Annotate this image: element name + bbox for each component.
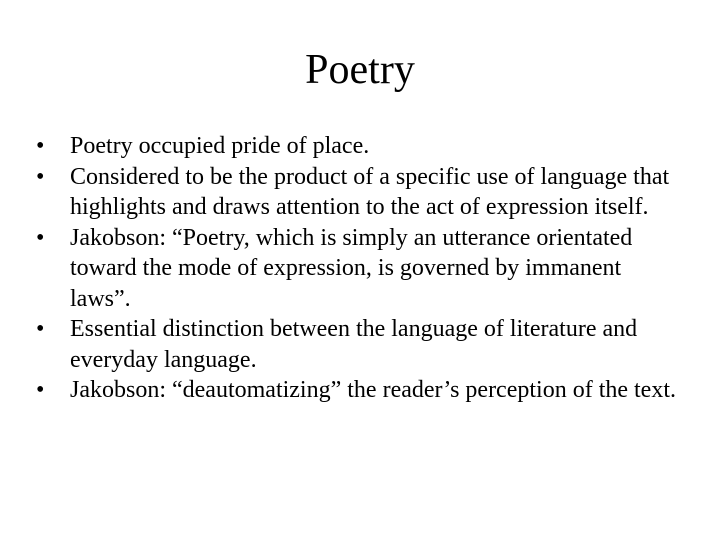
slide-title: Poetry xyxy=(305,47,415,93)
bullet-item xyxy=(36,375,676,406)
bullet-item xyxy=(36,314,676,375)
bullet-dot-icon: • xyxy=(36,133,45,159)
bullet-text: Essential distinction between the language of literature and everyday language. xyxy=(70,316,638,373)
bullet-item xyxy=(36,223,676,315)
bullet-text: Jakobson: “deautomatizing” the reader’s perception of the text. xyxy=(70,377,676,403)
bullet-text: Jakobson: “Poetry, which is simply an utterance orientated toward the mode of expression, is governed by immanent laws”. xyxy=(70,224,633,312)
bullet-text: Considered to be the product of a specific use of language that highlights and draws attention to the act of expression itself. xyxy=(70,163,670,220)
bullet-list xyxy=(36,131,676,406)
bullet-dot-icon: • xyxy=(36,377,45,403)
bullet-dot-icon: • xyxy=(36,224,45,251)
bullet-dot-icon: • xyxy=(36,163,45,190)
bullet-text: Poetry occupied pride of place. xyxy=(70,133,370,159)
bullet-dot-icon: • xyxy=(36,316,45,342)
bullet-item xyxy=(36,131,676,162)
bullet-item xyxy=(36,162,676,223)
